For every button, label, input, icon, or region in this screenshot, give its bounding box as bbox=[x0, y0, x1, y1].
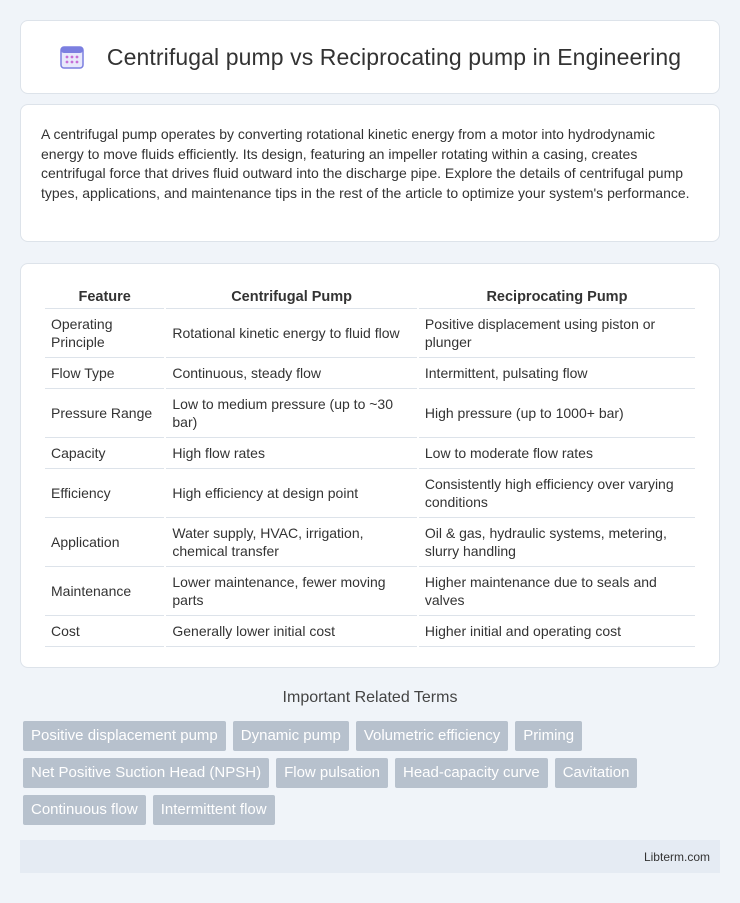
tag-npsh[interactable]: Net Positive Suction Head (NPSH) bbox=[23, 758, 269, 788]
table-row bbox=[45, 469, 695, 518]
tag-volumetric-efficiency[interactable]: Volumetric efficiency bbox=[356, 721, 508, 751]
table-cell: Cost bbox=[45, 616, 164, 647]
table-cell: Higher maintenance due to seals and valves bbox=[419, 567, 695, 616]
table-row bbox=[45, 567, 695, 616]
table-row bbox=[45, 358, 695, 389]
table-cell: Maintenance bbox=[45, 567, 164, 616]
footer bbox=[20, 840, 720, 873]
footer-site-link[interactable]: Libterm.com bbox=[643, 849, 710, 864]
table-cell: Low to medium pressure (up to ~30 bar) bbox=[166, 389, 417, 438]
table-row bbox=[45, 616, 695, 647]
table-cell: Rotational kinetic energy to fluid flow bbox=[166, 309, 417, 358]
table-cell: Positive displacement using piston or plunger bbox=[419, 309, 695, 358]
tag-intermittent-flow[interactable]: Intermittent flow bbox=[153, 795, 275, 825]
tag-continuous-flow[interactable]: Continuous flow bbox=[23, 795, 146, 825]
tag-flow-pulsation[interactable]: Flow pulsation bbox=[276, 758, 388, 788]
comparison-table-card bbox=[20, 263, 720, 668]
tag-head-capacity-curve[interactable]: Head-capacity curve bbox=[395, 758, 548, 788]
header-card bbox=[20, 20, 720, 94]
column-header-reciprocating: Reciprocating Pump bbox=[419, 284, 695, 309]
column-header-feature: Feature bbox=[45, 284, 164, 309]
table-cell: Efficiency bbox=[45, 469, 164, 518]
table-cell: Higher initial and operating cost bbox=[419, 616, 695, 647]
table-cell: Capacity bbox=[45, 438, 164, 469]
intro-card bbox=[20, 104, 720, 242]
table-cell: Consistently high efficiency over varying conditions bbox=[419, 469, 695, 518]
column-header-centrifugal: Centrifugal Pump bbox=[166, 284, 417, 309]
table-row bbox=[45, 438, 695, 469]
table-cell: Flow Type bbox=[45, 358, 164, 389]
table-cell: Oil & gas, hydraulic systems, metering, slurry handling bbox=[419, 518, 695, 567]
tag-cavitation[interactable]: Cavitation bbox=[555, 758, 638, 788]
related-terms-title: Important Related Terms bbox=[282, 689, 458, 706]
tag-priming[interactable]: Priming bbox=[515, 721, 582, 751]
table-row bbox=[45, 309, 695, 358]
table-cell: High efficiency at design point bbox=[166, 469, 417, 518]
tag-positive-displacement-pump[interactable]: Positive displacement pump bbox=[23, 721, 226, 751]
table-cell: Continuous, steady flow bbox=[166, 358, 417, 389]
table-cell: Lower maintenance, fewer moving parts bbox=[166, 567, 417, 616]
table-cell: Water supply, HVAC, irrigation, chemical transfer bbox=[166, 518, 417, 567]
page-title: Centrifugal pump vs Reciprocating pump in Engineering bbox=[106, 43, 682, 70]
table-cell: High flow rates bbox=[166, 438, 417, 469]
intro-text: A centrifugal pump operates by converting rotational kinetic energy from a motor into hydrodynamic energy to move fluids efficiently. Its design, featuring an impeller rotating within a casing, creates centrifugal force that drives fluid outward into the discharge pipe. Explore the details of centrifugal pump types, applications, and maintenance tips in the rest of the article to optimize your system's performance. bbox=[41, 126, 690, 201]
table-cell: Generally lower initial cost bbox=[166, 616, 417, 647]
table-cell: Operating Principle bbox=[45, 309, 164, 358]
comparison-table bbox=[43, 284, 697, 647]
table-row bbox=[45, 389, 695, 438]
table-cell: Pressure Range bbox=[45, 389, 164, 438]
table-cell: High pressure (up to 1000+ bar) bbox=[419, 389, 695, 438]
related-terms-tags bbox=[23, 721, 723, 825]
table-cell: Intermittent, pulsating flow bbox=[419, 358, 695, 389]
calendar-grid-icon bbox=[59, 44, 85, 70]
table-cell: Application bbox=[45, 518, 164, 567]
table-header-row bbox=[45, 284, 695, 309]
table-cell: Low to moderate flow rates bbox=[419, 438, 695, 469]
table-row bbox=[45, 518, 695, 567]
tag-dynamic-pump[interactable]: Dynamic pump bbox=[233, 721, 349, 751]
